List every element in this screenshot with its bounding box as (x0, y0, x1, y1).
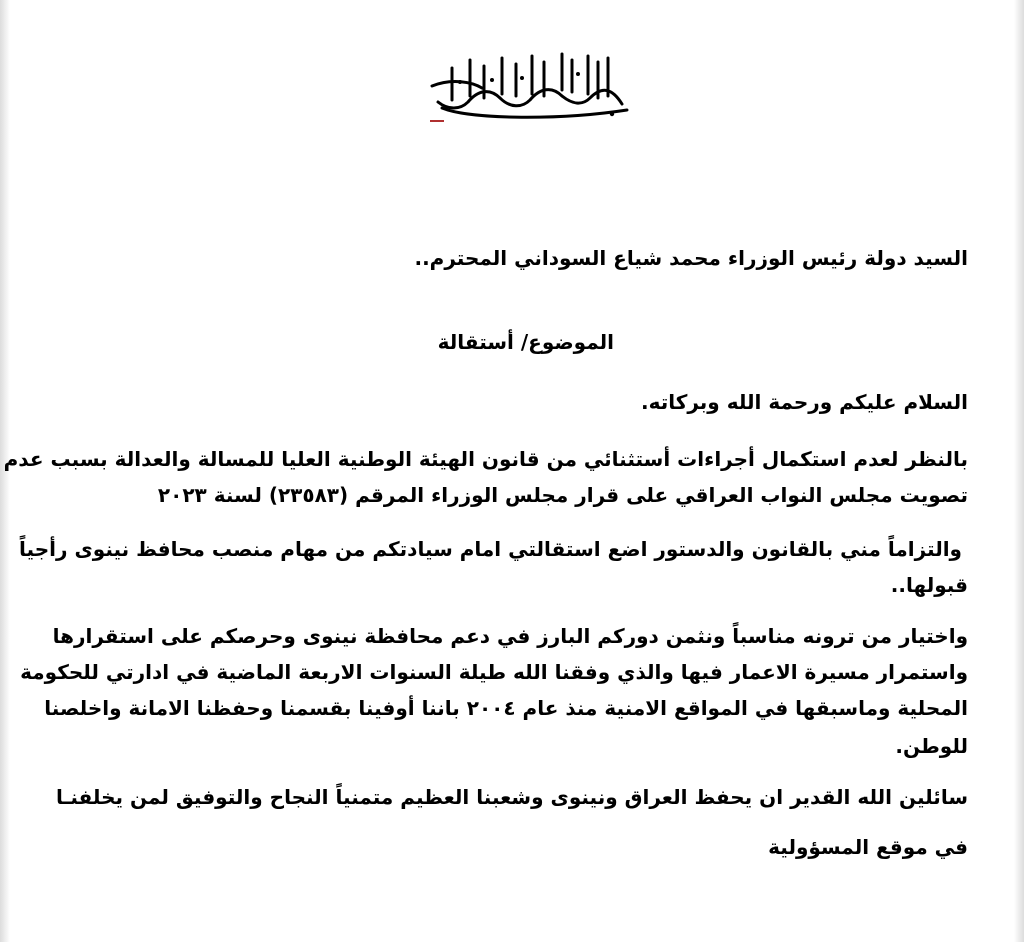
greeting-line: السلام عليكم ورحمة الله وبركاته. (640, 390, 968, 414)
paragraph-2-line-1: والتزاماً مني بالقانون والدستور اضع استقالتي امام سيادتكم من مهام منصب محافظ نينوى رأجياً (19, 537, 962, 561)
paragraph-1-line-1: بالنظر لعدم استكمال أجراءات أستثنائي من قانون الهيئة الوطنية العليا للمسالة والعدالة بسبب عدم (3, 447, 968, 471)
addressee-line: السيد دولة رئيس الوزراء محمد شياع السوداني المحترم.. (414, 246, 968, 270)
paragraph-1-line-2: تصويت مجلس النواب العراقي على قرار مجلس الوزراء المرقم (٢٣٥٨٣) لسنة ٢٠٢٣ (157, 483, 968, 507)
page-shadow-left (0, 0, 10, 942)
paragraph-3-line-1: واختيار من ترونه مناسباً ونثمن دوركم البارز في دعم محافظة نينوى وحرصكم على استقرارها (52, 624, 968, 648)
paragraph-2-line-2: قبولها.. (890, 573, 968, 597)
paragraph-4-line-1: سائلين الله القدير ان يحفظ العراق ونينوى وشعبنا العظيم متمنياً النجاح والتوفيق لمن يخلفنـا (56, 785, 968, 809)
basmala-calligraphy (412, 38, 644, 126)
basmala-calligraphy-icon (412, 38, 644, 126)
subject-line: الموضوع/ أستقالة (437, 330, 614, 354)
paragraph-3-line-2: واستمرار مسيرة الاعمار فيها والذي وفقنا الله طيلة السنوات الاربعة الماضية في ادارتي للحكومة (20, 660, 968, 684)
paragraph-4-line-2: في موقع المسؤولية (768, 835, 968, 859)
paragraph-3-line-3: المحلية وماسبقها في المواقع الامنية منذ عام ٢٠٠٤ باننا أوفينا بقسمنا وحفظنا الامانة واخلصنا (44, 696, 968, 720)
page-shadow-right (1014, 0, 1024, 942)
paragraph-3-line-4: للوطن. (895, 734, 968, 758)
